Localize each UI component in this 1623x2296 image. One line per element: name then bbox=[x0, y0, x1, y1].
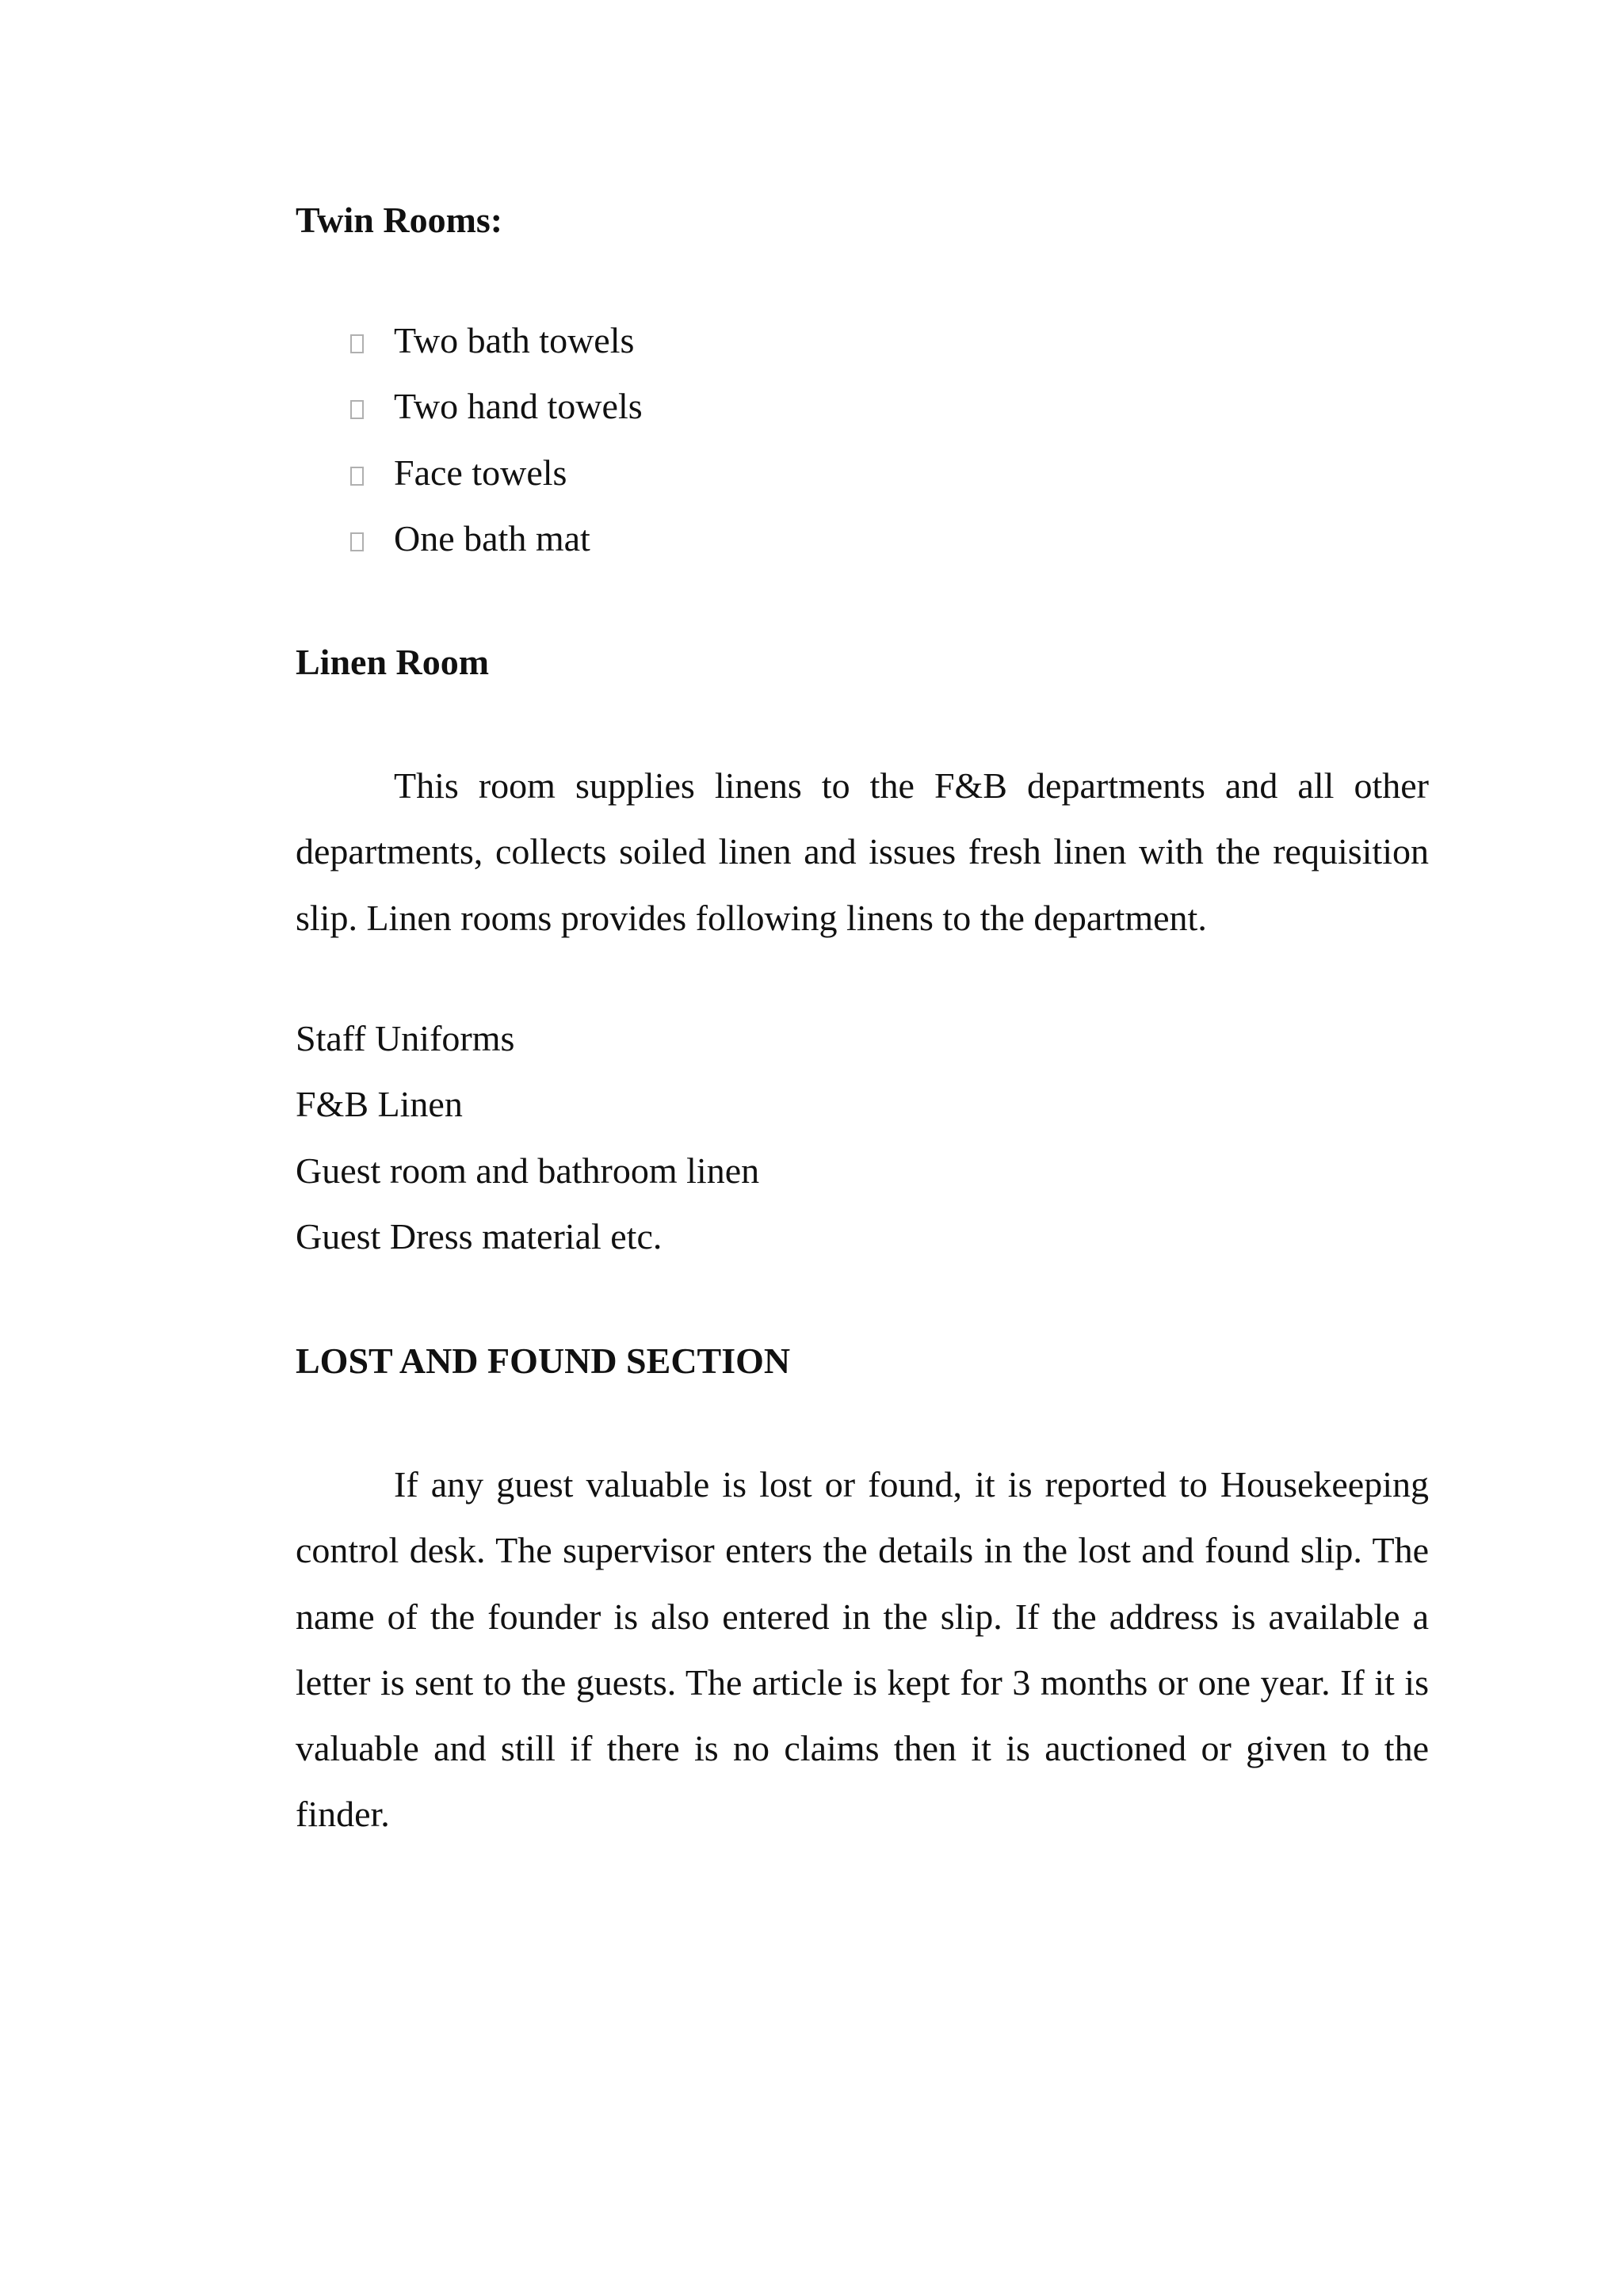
linen-room-paragraph: This room supplies linens to the F&B departments and all other departments, collects soiled linen and issues fresh linen with the requisition slip. Linen rooms provides following linens to the department. bbox=[296, 765, 1429, 938]
bullet-box-icon bbox=[350, 334, 364, 353]
bullet-box-icon bbox=[350, 467, 364, 486]
list-item-text: Two bath towels bbox=[394, 320, 635, 360]
list-item-text: Two hand towels bbox=[394, 386, 643, 427]
list-item-text: One bath mat bbox=[394, 517, 590, 559]
linen-room-list bbox=[296, 1016, 759, 1280]
list-item: Staff Uniforms bbox=[296, 1018, 515, 1058]
list-item-text: Face towels bbox=[394, 452, 567, 493]
lost-and-found-heading: LOST AND FOUND SECTION bbox=[296, 1341, 791, 1381]
list-item: Guest room and bathroom linen bbox=[296, 1150, 760, 1191]
linen-room-heading: Linen Room bbox=[296, 642, 490, 682]
list-item: Guest Dress material etc. bbox=[296, 1215, 663, 1257]
list-item: F&B Linen bbox=[296, 1084, 463, 1125]
lost-and-found-paragraph: If any guest valuable is lost or found, it is reported to Housekeeping control desk. The supervisor enters the details in the lost and found slip. The name of the founder is also entered in the slip. If the address is available a letter is sent to the guests. The article is kept for 3 months or one year. If it is valuable and still if there is no claims then it is auctioned or given to the finder. bbox=[296, 1464, 1429, 1835]
bullet-box-icon bbox=[350, 532, 364, 551]
bullet-box-icon bbox=[350, 400, 364, 419]
twin-rooms-heading: Twin Rooms: bbox=[296, 200, 503, 240]
